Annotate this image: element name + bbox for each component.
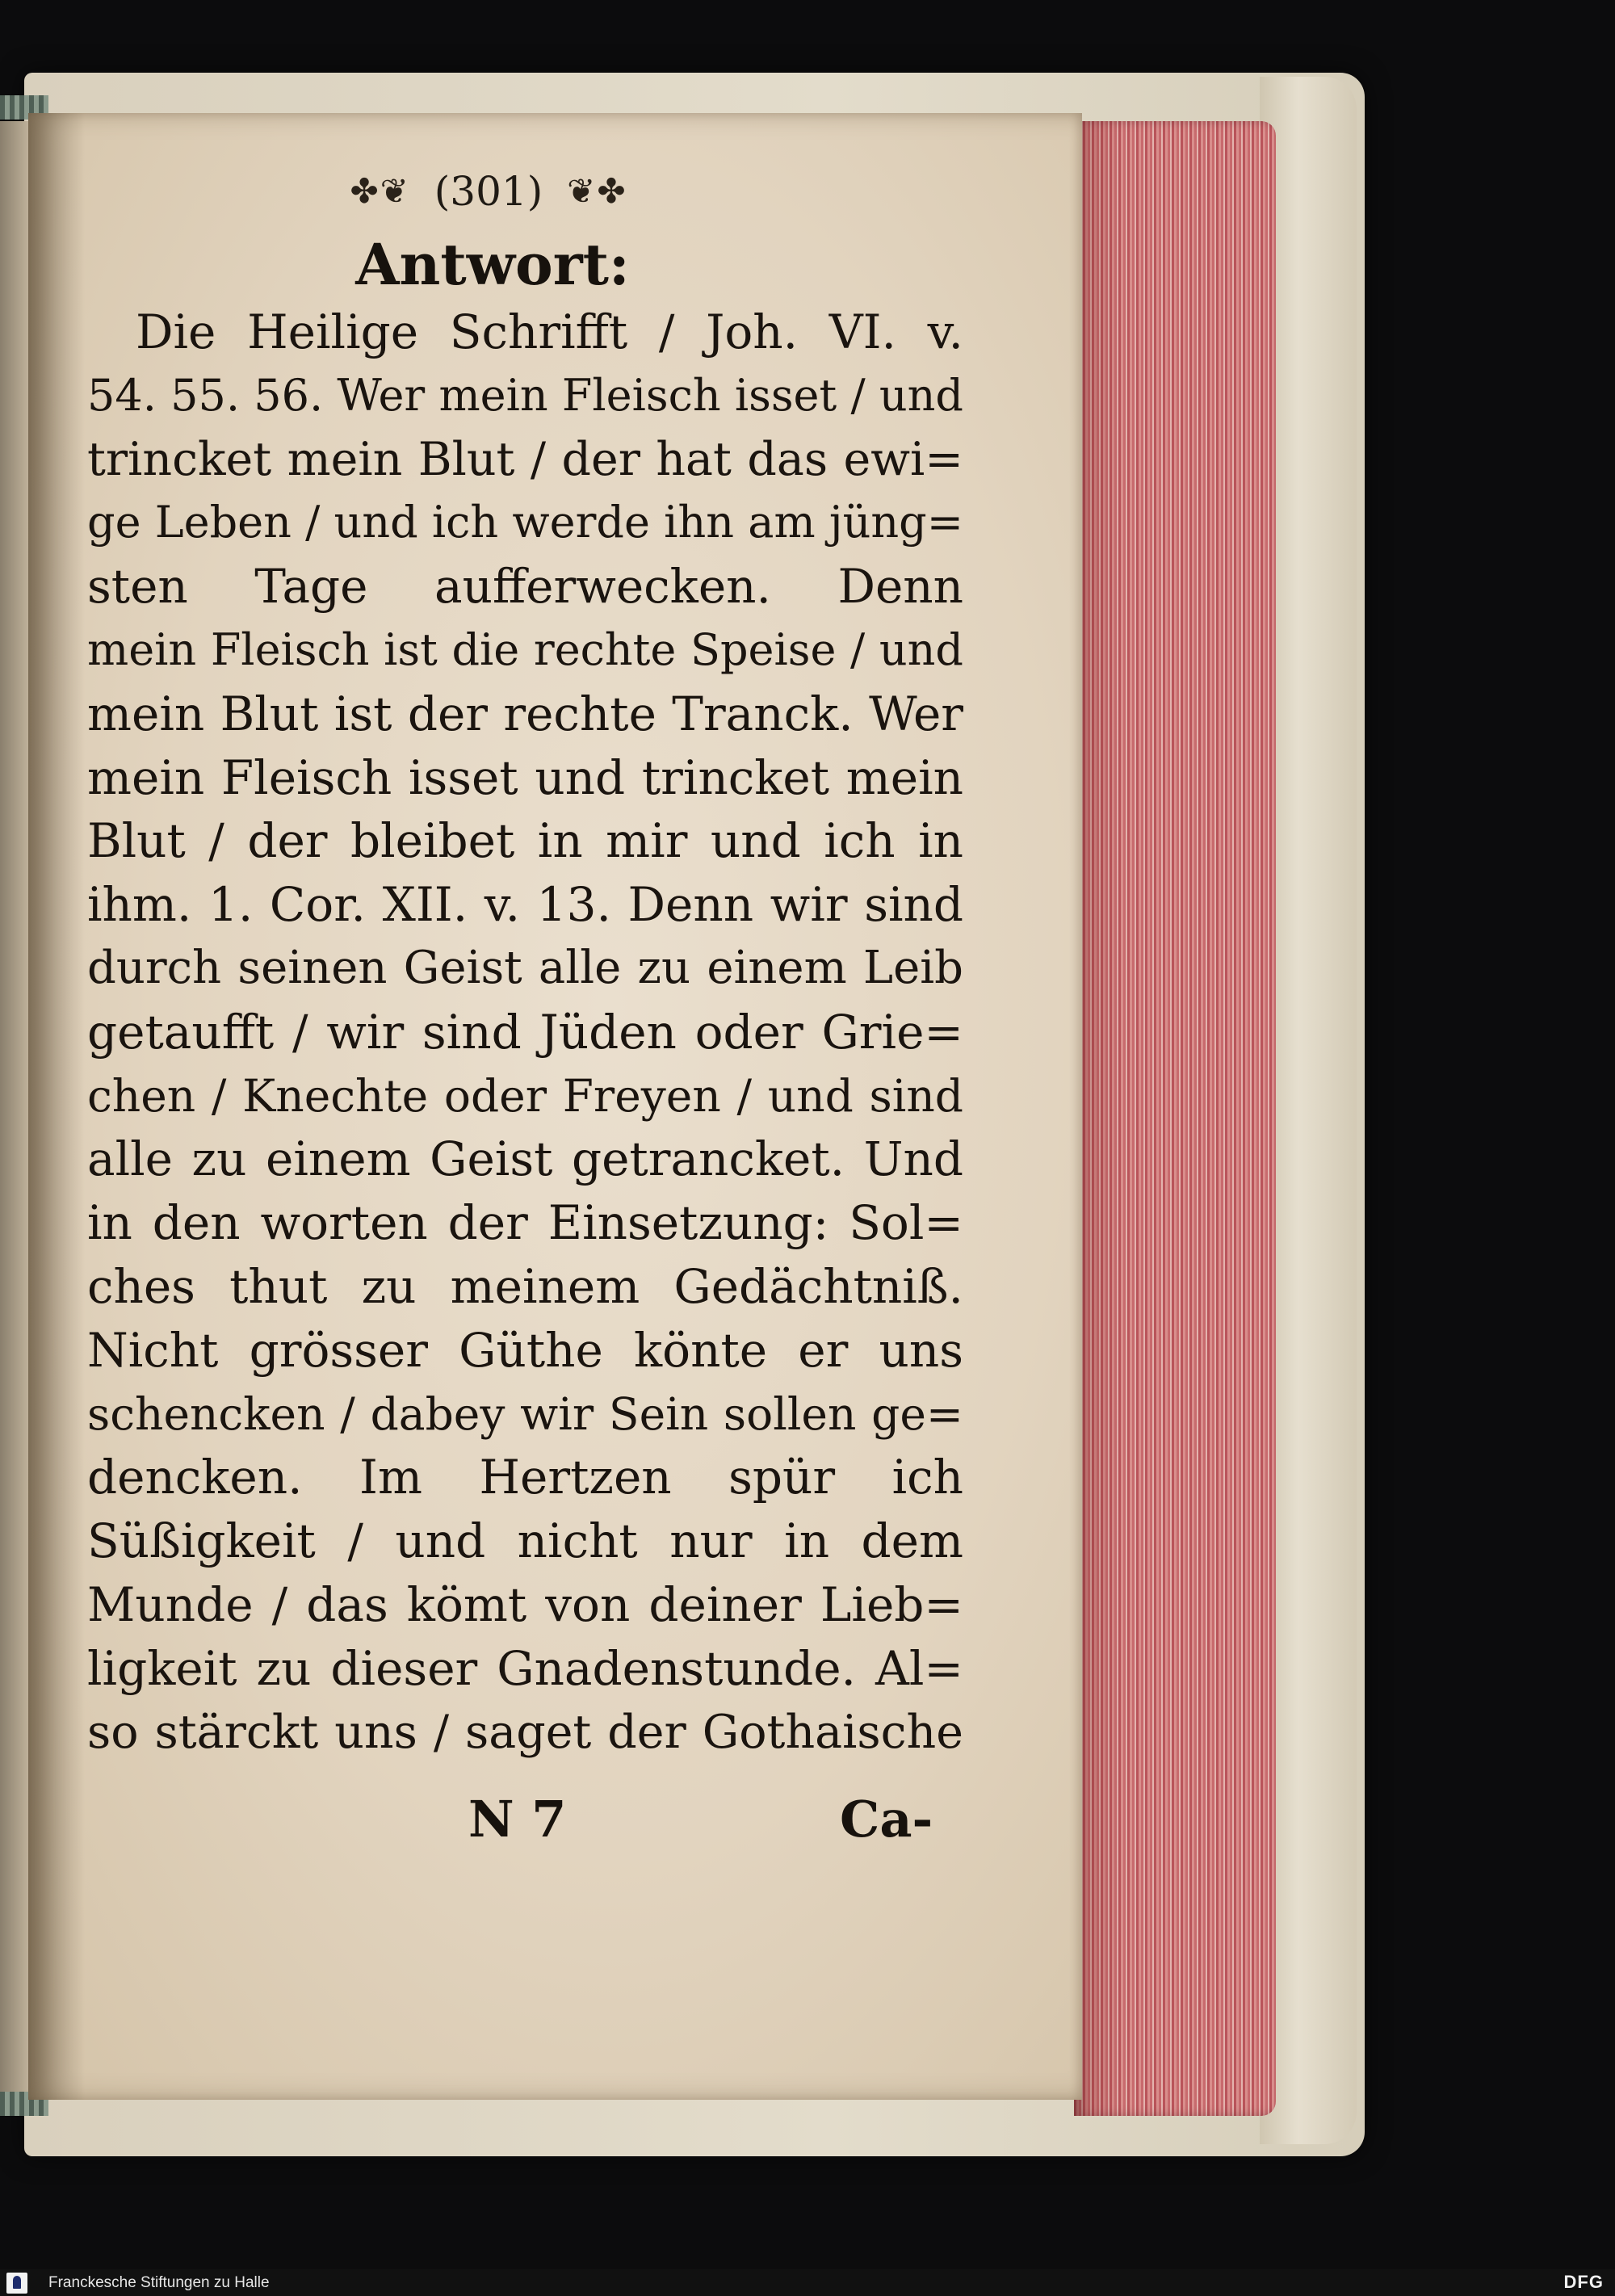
text-line: Munde / das kömt von deiner Lieb= [87, 1576, 963, 1632]
text-line: alle zu einem Geist getrancket. Und [87, 1131, 963, 1187]
institution-logo-icon [6, 2273, 27, 2294]
text-line: ches thut zu meinem Gedächtniß. [87, 1258, 963, 1314]
text-line: Süßigkeit / und nicht nur in dem [87, 1513, 963, 1569]
text-line: dencken. Im Hertzen spür ich [87, 1450, 963, 1505]
text-line: ihm. 1. Cor. XII. v. 13. Denn wir sind [87, 877, 963, 933]
text-line: ligkeit zu dieser Gnadenstunde. Al= [87, 1640, 963, 1696]
catchword: Ca- [840, 1790, 933, 1849]
page-number: (301) [434, 168, 543, 215]
text-line: schencken / dabey wir Sein sollen ge= [87, 1387, 963, 1440]
running-head [279, 160, 698, 216]
text-line: mein Fleisch isset und trincket mein [87, 749, 963, 805]
text-line: mein Fleisch ist die rechte Speise / und [87, 623, 963, 675]
text-line: Nicht grösser Güthe könte er uns [87, 1322, 963, 1378]
ornament-right-icon: ❦✤ [567, 171, 627, 211]
institution-name: Franckesche Stiftungen zu Halle [48, 2274, 270, 2291]
credit-bar [0, 2269, 1615, 2296]
text-line: so stärckt uns / saget der Gothaische [87, 1705, 963, 1759]
ornament-left-icon: ✤❦ [350, 171, 410, 211]
text-line: chen / Knechte oder Freyen / und sind [87, 1069, 963, 1122]
text-line: ge Leben / und ich werde ihn am jüng= [87, 497, 963, 548]
text-line: Die Heilige Schrifft / Joh. VI. v. [136, 304, 963, 359]
text-line: mein Blut ist der rechte Tranck. Wer [87, 686, 963, 741]
signature-mark: N 7 [468, 1790, 567, 1849]
text-line: sten Tage aufferwecken. Denn [87, 559, 963, 615]
text-line: Blut / der bleibet in mir und ich in [87, 813, 963, 869]
page-gutter-shadow [28, 113, 85, 2100]
text-line: getaufft / wir sind Jüden oder Grie= [87, 1004, 963, 1060]
text-line: trincket mein Blut / der hat das ewi= [87, 432, 963, 486]
section-heading: Antwort: [355, 231, 630, 298]
body-text [87, 300, 963, 1764]
text-line: 54. 55. 56. Wer mein Fleisch isset / und [87, 369, 963, 421]
funder-logo: DFG [1563, 2272, 1604, 2292]
text-line: durch seinen Geist alle zu einem Leib [87, 941, 963, 994]
text-line: in den worten der Einsetzung: Sol= [87, 1195, 963, 1251]
